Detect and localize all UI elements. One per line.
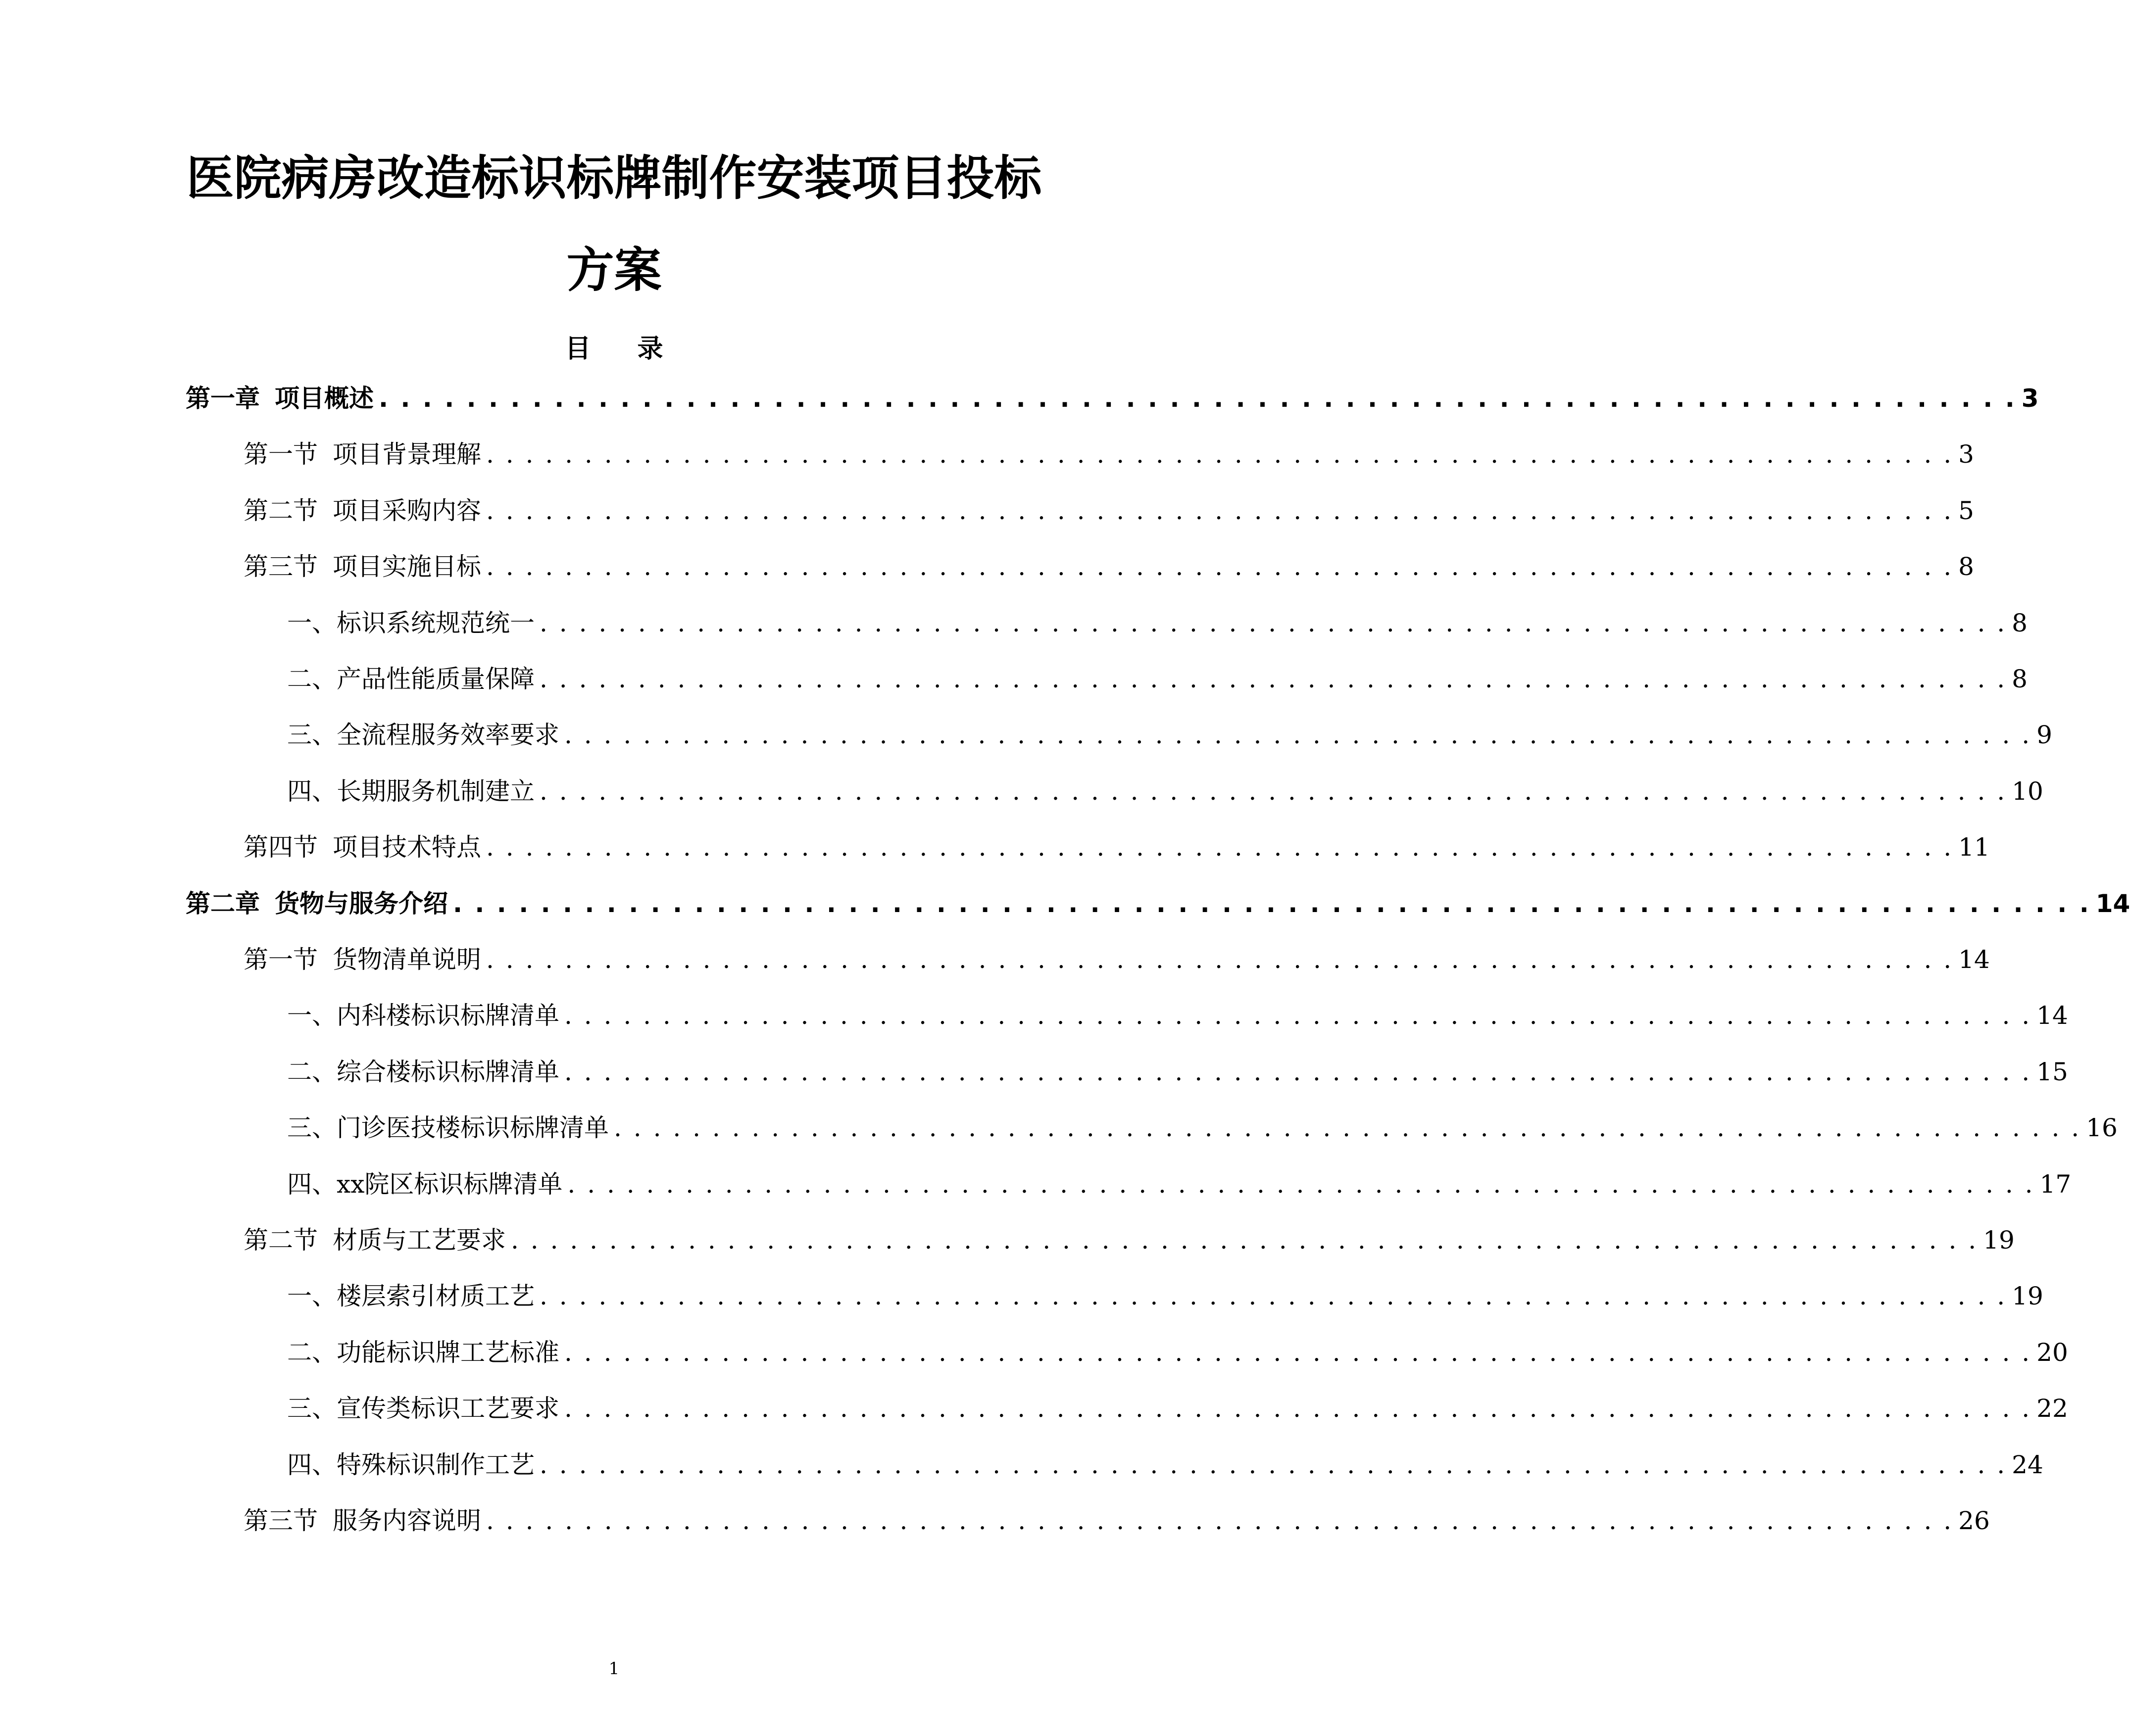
toc-dot-leader: . . . . . . . . . . . . . . . . . . . . . . . . . . . . . . . . . . . . . . . . . . . . . . . . . . . . . . . . . . . . . . . . . . . . . . . . . . . xyxy=(564,1057,2032,1086)
toc-entry-title: 项目采购内容 xyxy=(333,496,481,525)
toc-entry[interactable] xyxy=(287,1167,2072,1202)
toc-entry-number: 第四节 xyxy=(244,833,318,862)
toc-entry-page: 9 xyxy=(2036,721,2052,750)
toc-entry-page: 8 xyxy=(2012,665,2028,693)
toc-entry-number: 第二节 xyxy=(244,1226,318,1254)
toc-entry-title: xx院区标识标牌清单 xyxy=(337,1169,563,1199)
toc-entry[interactable] xyxy=(287,662,2028,696)
toc-dot-leader: . . . . . . . . . . . . . . . . . . . . . . . . . . . . . . . . . . . . . . . . . . . . . . . . . . . . . . . . . . . . . . . . . . . . . . . . . . . xyxy=(486,1506,1954,1535)
toc-entry-page: 14 xyxy=(1958,945,1990,974)
toc-entry-page: 20 xyxy=(2036,1338,2068,1367)
toc-entry-number: 三、 xyxy=(287,1113,337,1143)
toc-entry-page: 8 xyxy=(2012,608,2028,637)
toc-dot-leader: . . . . . . . . . . . . . . . . . . . . . . . . . . . . . . . . . . . . . . . . . . . . . . . . . . . . . . . . . . . . . . . . . . . . . . . . . . . xyxy=(486,440,1954,469)
toc-entry[interactable] xyxy=(287,1447,2043,1482)
toc-entry[interactable] xyxy=(186,886,2130,921)
toc-entry-page: 14 xyxy=(2036,1001,2068,1030)
document-title-line-2: 方案 xyxy=(566,242,662,298)
toc-dot-leader: . . . . . . . . . . . . . . . . . . . . . . . . . . . . . . . . . . . . . . . . . . . . . . . . . . . . . . . . . . . . . . . . . . . . . . . . . . . xyxy=(540,1282,2007,1311)
toc-entry-title: 货物清单说明 xyxy=(333,945,481,974)
toc-heading: 目 录 xyxy=(565,334,682,364)
toc-entry-number: 二、 xyxy=(287,1057,337,1086)
toc-entry[interactable] xyxy=(244,493,1974,528)
toc-entry-page: 11 xyxy=(1958,833,1990,862)
toc-entry-title: 门诊医技楼标识标牌清单 xyxy=(337,1113,609,1143)
toc-entry-number: 第二章 xyxy=(186,889,260,918)
toc-entry-page: 22 xyxy=(2036,1394,2068,1423)
toc-dot-leader: . . . . . . . . . . . . . . . . . . . . . . . . . . . . . . . . . . . . . . . . . . . . . . . . . . . . . . . . . . . . . . . . . . . . . . . . . . . xyxy=(453,889,2091,918)
toc-dot-leader: . . . . . . . . . . . . . . . . . . . . . . . . . . . . . . . . . . . . . . . . . . . . . . . . . . . . . . . . . . . . . . . . . . . . . . . . . . . xyxy=(511,1226,1979,1254)
toc-dot-leader: . . . . . . . . . . . . . . . . . . . . . . . . . . . . . . . . . . . . . . . . . . . . . . . . . . . . . . . . . . . . . . . . . . . . . . . . . . . xyxy=(564,1338,2032,1367)
toc-entry-number: 四、 xyxy=(287,1169,337,1199)
toc-entry-title: 服务内容说明 xyxy=(333,1506,481,1535)
toc-entry[interactable] xyxy=(244,549,1974,584)
toc-entry[interactable] xyxy=(287,1110,2118,1145)
toc-entry-page: 19 xyxy=(2012,1282,2043,1311)
toc-entry-page: 5 xyxy=(1958,496,1974,525)
toc-entry[interactable] xyxy=(287,606,2028,640)
toc-dot-leader: . . . . . . . . . . . . . . . . . . . . . . . . . . . . . . . . . . . . . . . . . . . . . . . . . . . . . . . . . . . . . . . . . . . . . . . . . . . xyxy=(486,552,1954,581)
toc-entry-page: 14 xyxy=(2095,889,2130,918)
toc-entry[interactable] xyxy=(287,998,2068,1033)
toc-dot-leader: . . . . . . . . . . . . . . . . . . . . . . . . . . . . . . . . . . . . . . . . . . . . . . . . . . . . . . . . . . . . . . . . . . . . . . . . . . . xyxy=(540,608,2007,637)
toc-entry-title: 长期服务机制建立 xyxy=(337,776,535,806)
toc-entry-page: 15 xyxy=(2036,1057,2068,1086)
toc-entry-page: 17 xyxy=(2039,1169,2072,1199)
toc-dot-leader: . . . . . . . . . . . . . . . . . . . . . . . . . . . . . . . . . . . . . . . . . . . . . . . . . . . . . . . . . . . . . . . . . . . . . . . . . . . xyxy=(486,833,1954,862)
toc-entry-page: 16 xyxy=(2086,1113,2118,1143)
toc-dot-leader: . . . . . . . . . . . . . . . . . . . . . . . . . . . . . . . . . . . . . . . . . . . . . . . . . . . . . . . . . . . . . . . . . . . . . . . . . . . xyxy=(567,1169,2035,1199)
toc-entry-title: 内科楼标识标牌清单 xyxy=(337,1001,559,1030)
toc-dot-leader: . . . . . . . . . . . . . . . . . . . . . . . . . . . . . . . . . . . . . . . . . . . . . . . . . . . . . . . . . . . . . . . . . . . . . . . . . . . xyxy=(540,776,2007,806)
toc-entry[interactable] xyxy=(244,437,1974,472)
toc-entry[interactable] xyxy=(244,1223,2015,1257)
toc-entry-number: 二、 xyxy=(287,665,337,693)
toc-dot-leader: . . . . . . . . . . . . . . . . . . . . . . . . . . . . . . . . . . . . . . . . . . . . . . . . . . . . . . . . . . . . . . . . . . . . . . . . . . . xyxy=(540,665,2007,693)
toc-entry-number: 三、 xyxy=(287,1394,337,1423)
toc-entry-page: 24 xyxy=(2012,1450,2043,1479)
toc-dot-leader: . . . . . . . . . . . . . . . . . . . . . . . . . . . . . . . . . . . . . . . . . . . . . . . . . . . . . . . . . . . . . . . . . . . . . . . . . . . xyxy=(564,1394,2032,1423)
toc-entry[interactable] xyxy=(244,1503,1990,1538)
toc-entry-number: 一、 xyxy=(287,608,337,637)
toc-entry-title: 产品性能质量保障 xyxy=(337,665,535,693)
toc-entry-title: 项目技术特点 xyxy=(333,833,481,862)
toc-entry-number: 第三节 xyxy=(244,1506,318,1535)
toc-dot-leader: . . . . . . . . . . . . . . . . . . . . . . . . . . . . . . . . . . . . . . . . . . . . . . . . . . . . . . . . . . . . . . . . . . . . . . . . . . . xyxy=(564,721,2032,750)
toc-entry-title: 楼层索引材质工艺 xyxy=(337,1282,535,1311)
toc-entry[interactable] xyxy=(287,718,2052,752)
page-number: 1 xyxy=(608,1659,620,1679)
toc-entry[interactable] xyxy=(287,1335,2068,1370)
toc-entry-title: 项目实施目标 xyxy=(333,552,481,581)
toc-dot-leader: . . . . . . . . . . . . . . . . . . . . . . . . . . . . . . . . . . . . . . . . . . . . . . . . . . . . . . . . . . . . . . . . . . . . . . . . . . . xyxy=(564,1001,2032,1030)
toc-dot-leader: . . . . . . . . . . . . . . . . . . . . . . . . . . . . . . . . . . . . . . . . . . . . . . . . . . . . . . . . . . . . . . . . . . . . . . . . . . . xyxy=(540,1450,2007,1479)
toc-entry-number: 第一节 xyxy=(244,440,318,469)
toc-entry-page: 26 xyxy=(1958,1506,1990,1535)
toc-entry[interactable] xyxy=(287,1391,2068,1426)
toc-entry-number: 一、 xyxy=(287,1282,337,1311)
toc-dot-leader: . . . . . . . . . . . . . . . . . . . . . . . . . . . . . . . . . . . . . . . . . . . . . . . . . . . . . . . . . . . . . . . . . . . . . . . . . . . xyxy=(614,1113,2081,1143)
document-title-line-1: 医院病房改造标识标牌制作安装项目投标 xyxy=(186,150,1042,206)
toc-entry-title: 全流程服务效率要求 xyxy=(337,721,559,750)
toc-entry-title: 功能标识牌工艺标准 xyxy=(337,1338,559,1367)
toc-entry-title: 材质与工艺要求 xyxy=(333,1226,506,1254)
toc-entry-number: 第二节 xyxy=(244,496,318,525)
toc-entry[interactable] xyxy=(186,381,2039,416)
toc-dot-leader: . . . . . . . . . . . . . . . . . . . . . . . . . . . . . . . . . . . . . . . . . . . . . . . . . . . . . . . . . . . . . . . . . . . . . . . . . . . xyxy=(486,496,1954,525)
toc-entry-title: 综合楼标识标牌清单 xyxy=(337,1057,559,1086)
toc-entry-title: 特殊标识制作工艺 xyxy=(337,1450,535,1479)
toc-entry[interactable] xyxy=(287,1279,2043,1313)
toc-entry-title: 项目背景理解 xyxy=(333,440,481,469)
toc-entry-number: 一、 xyxy=(287,1001,337,1030)
toc-entry[interactable] xyxy=(244,942,1990,977)
toc-entry-page: 3 xyxy=(2021,384,2039,413)
toc-dot-leader: . . . . . . . . . . . . . . . . . . . . . . . . . . . . . . . . . . . . . . . . . . . . . . . . . . . . . . . . . . . . . . . . . . . . . . . . . . . xyxy=(486,945,1954,974)
toc-entry-number: 四、 xyxy=(287,776,337,806)
toc-entry-number: 三、 xyxy=(287,721,337,750)
toc-entry[interactable] xyxy=(244,830,1990,865)
toc-entry-number: 四、 xyxy=(287,1450,337,1479)
toc-entry-title: 标识系统规范统一 xyxy=(337,608,535,637)
toc-entry-page: 8 xyxy=(1958,552,1974,581)
toc-entry-title: 宣传类标识工艺要求 xyxy=(337,1394,559,1423)
toc-entry-number: 二、 xyxy=(287,1338,337,1367)
toc-entry-page: 3 xyxy=(1958,440,1974,469)
toc-entry[interactable] xyxy=(287,1055,2068,1089)
toc-entry-number: 第一章 xyxy=(186,384,260,413)
toc-entry-page: 19 xyxy=(1983,1226,2015,1254)
toc-entry[interactable] xyxy=(287,774,2043,809)
toc-entry-title: 货物与服务介绍 xyxy=(275,889,448,918)
toc-entry-title: 项目概述 xyxy=(275,384,374,413)
toc-dot-leader: . . . . . . . . . . . . . . . . . . . . . . . . . . . . . . . . . . . . . . . . . . . . . . . . . . . . . . . . . . . . . . . . . . . . . . . . . . . xyxy=(379,384,2017,413)
toc-entry-number: 第一节 xyxy=(244,945,318,974)
toc-entry-page: 10 xyxy=(2012,776,2043,806)
toc-entry-number: 第三节 xyxy=(244,552,318,581)
